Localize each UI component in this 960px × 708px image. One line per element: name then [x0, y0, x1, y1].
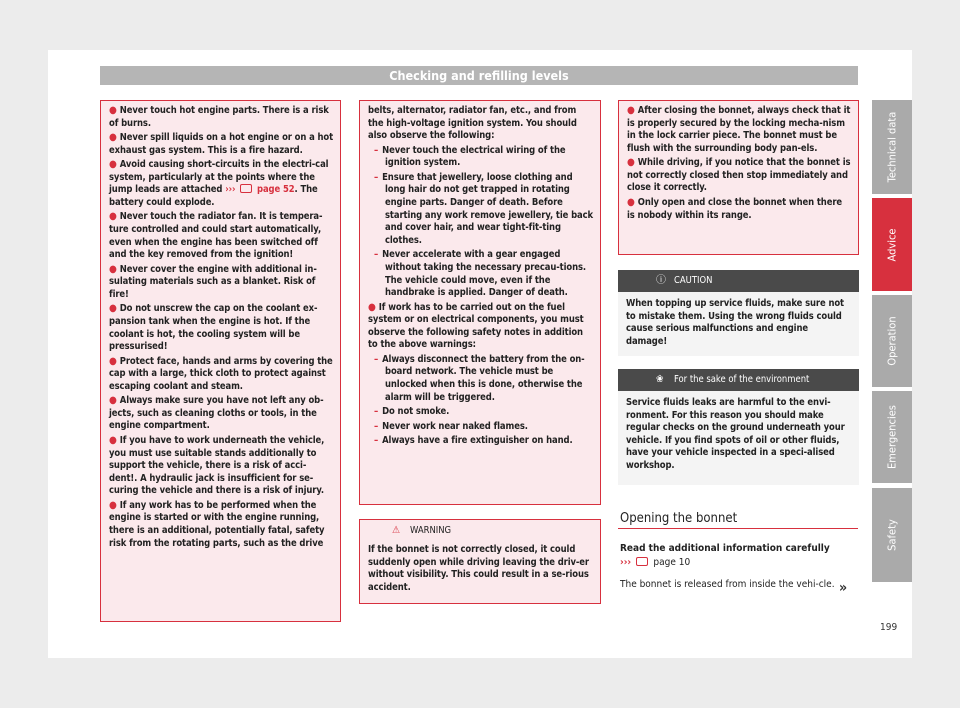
left-warning-list: [109, 105, 334, 550]
left-warning-box: [100, 100, 341, 622]
tab-operation[interactable]: Operation: [872, 295, 912, 387]
list-item: – Do not smoke.: [374, 406, 450, 418]
list-item: ● While driving, if you notice that the bonnet is not correctly closed then stop immediately and close it correctly.: [627, 157, 851, 194]
right-warning-list: [627, 105, 852, 222]
environment-header: ❀ For the sake of the environment: [618, 369, 859, 391]
warning-body: If the bonnet is not correctly closed, it could suddenly open while driving leaving the driv-er without visibility. This could result in a se-rious accident.: [368, 544, 589, 593]
list-item: – Never accelerate with a gear engaged without taking the necessary precau-tions. The vehicle could move, even if the handbrake is applied. Danger of death.: [374, 249, 587, 299]
list-item: ● Avoid causing short-circuits in the electri-cal system, particularly at the points where the jump leads are attached ››› page 52. The battery could explode.: [109, 159, 329, 208]
list-item: ● Never touch hot engine parts. There is a risk of burns.: [109, 105, 329, 129]
list-item: ● If you have to work underneath the vehicle, you must use suitable stands additionally to support the vehicle, there is a risk of acci-dent!. A hydraulic jack is insufficient for se-curing the vehicle and there is a risk of injury.: [109, 434, 325, 497]
list-item: – Ensure that jewellery, loose clothing and long hair do not get trapped in rotating engine parts. Danger of death. Before starting any work remove jewellery, tie back and cover hair, and wear tight-fit-ting clothes.: [374, 171, 594, 246]
section-divider: [618, 528, 858, 529]
list-item: ● Protect face, hands and arms by covering the cap with a large, thick cloth to protect against escaping coolant and steam.: [109, 355, 333, 392]
middle-bullet-list: [368, 302, 594, 352]
list-item: ● Always make sure you have not left any ob-jects, such as cleaning cloths or tools, in the engine compartment.: [109, 395, 324, 432]
list-item: ● Never spill liquids on a hot engine or on a hot exhaust gas system. This is a fire hazard.: [109, 132, 334, 156]
list-item: – Never touch the electrical wiring of the ignition system.: [374, 144, 566, 169]
middle-warning-box: [359, 100, 601, 505]
tab-emergencies[interactable]: Emergencies: [872, 391, 912, 483]
tab-advice[interactable]: Advice: [872, 198, 912, 291]
list-item: ● Do not unscrew the cap on the coolant ex-pansion tank when the engine is hot. If the coolant is hot, the cooling system will be pressurised!: [109, 303, 318, 353]
section-title: Opening the bonnet: [620, 511, 738, 526]
environment-body: Service fluids leaks are harmful to the envi-ronment. For this reason you should make regular checks on the ground underneath your vehicle. If you find spots of oil or other fluids, have your vehicle inspected in a speci-alised workshop.: [626, 397, 845, 471]
right-warning-box: [618, 100, 859, 255]
list-item: ● Only open and close the bonnet when there is nobody within its range.: [627, 196, 843, 221]
tab-safety[interactable]: Safety: [872, 488, 912, 582]
middle-sublist-2: [368, 354, 594, 448]
intro-text: belts, alternator, radiator fan, etc., and from the high-voltage ignition system. You should also observe the following:: [368, 105, 577, 142]
warning-box: [359, 519, 601, 604]
flower-icon: ❀: [656, 374, 664, 385]
list-item: – Always have a fire extinguisher on hand.: [374, 435, 573, 447]
caution-body: When topping up service fluids, make sure not to mistake them. Using the wrong fluids could cause serious malfunctions and engine damage!: [626, 298, 844, 347]
page-ref-link[interactable]: ››› page 52: [225, 184, 295, 196]
info-circle-icon: ⓘ: [656, 275, 666, 286]
page-header: Checking and refilling levels: [100, 66, 858, 85]
book-icon: [240, 184, 252, 193]
caution-header: ⓘ CAUTION: [618, 270, 859, 292]
middle-sublist-1: [368, 145, 594, 300]
page-number: 199: [880, 622, 898, 633]
list-item: ● Never touch the radiator fan. It is tempera-ture controlled and could start automatically, even when the engine has been switched off and the key removed from the ignition!: [109, 211, 323, 261]
list-item: ● If work has to be carried out on the fuel system or on electrical components, you must observe the following safety notes in addition to the above warnings:: [368, 301, 584, 351]
environment-box: [618, 369, 859, 485]
list-item: – Never work near naked flames.: [374, 420, 528, 432]
warning-triangle-icon: ⚠: [392, 525, 401, 536]
list-item: – Always disconnect the battery from the on-board network. The vehicle must be unlocked when this is done, otherwise the alarm will be triggered.: [374, 353, 585, 403]
caution-box: [618, 270, 859, 356]
page-ref-link[interactable]: ›››: [620, 557, 650, 568]
continue-icon: »: [839, 580, 848, 596]
warning-header: ⚠ WARNING: [360, 520, 600, 542]
list-item: ● If any work has to be performed when the engine is started or with the engine running, there is an additional, potentially fatal, safety risk from the rotating parts, such as the drive: [109, 499, 325, 549]
section-body: The bonnet is released from inside the vehi-cle.: [620, 579, 835, 590]
read-more-text: Read the additional information carefully ››› page 10: [620, 543, 830, 568]
list-item: ● Never cover the engine with additional in-sulating materials such as a blanket. Risk of fire!: [109, 263, 317, 300]
book-icon: [636, 557, 648, 566]
list-item: ● After closing the bonnet, always check that it is properly secured by the locking mecha-nism in the lock carrier piece. The bonnet must be flush with the surrounding body pan-els.: [627, 105, 851, 154]
tab-technical-data[interactable]: Technical data: [872, 100, 912, 194]
